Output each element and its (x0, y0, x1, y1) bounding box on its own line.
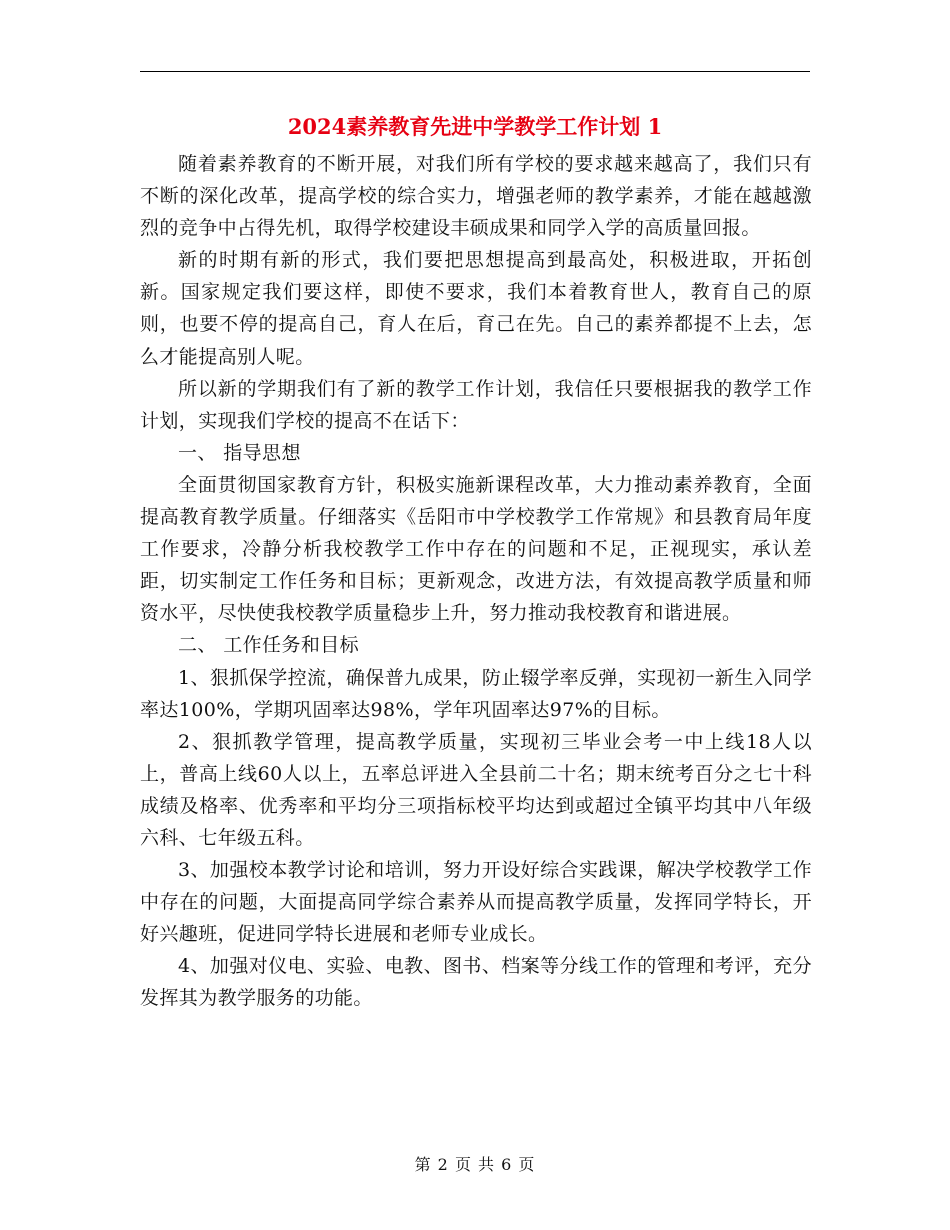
header-rule (140, 71, 810, 72)
list-item-3: 3、加强校本教学讨论和培训，努力开设好综合实践课，解决学校教学工作中存在的问题，大面提高同学综合素养从而提高教学质量，发挥同学特长，开好兴趣班，促进同学特长进展和老师专业成长。 (140, 859, 812, 946)
section-heading-tasks-goals: 二、 工作任务和目标 (178, 634, 360, 657)
paragraph-new-period: 新的时期有新的形式，我们要把思想提高到最高处，积极进取，开拓创新。国家规定我们要这样，即使不要求，我们本着教育世人，教育自己的原则，也要不停的提高自己，育人在后，育己在先。自己的素养都提不上去，怎么才能提高别人呢。 (140, 249, 812, 368)
page-footer (0, 1153, 950, 1177)
document-body (140, 148, 812, 1015)
section-heading-guiding-thought: 一、 指导思想 (178, 441, 301, 464)
paragraph-guiding-thought: 全面贯彻国家教育方针，积极实施新课程改革，大力推动素养教育，全面提高教育教学质量。仔细落实《岳阳市中学校教学工作常规》和县教育局年度工作要求，冷静分析我校教学工作中存在的问题和不足，正视现实，承认差距，切实制定工作任务和目标；更新观念，改进方法，有效提高教学质量和师资水平，尽快使我校教学质量稳步上升，努力推动我校教育和谐进展。 (140, 473, 812, 625)
paragraph-plan-intro: 所以新的学期我们有了新的教学工作计划，我信任只要根据我的教学工作计划，实现我们学校的提高不在话下： (140, 377, 812, 432)
list-item-1: 1、狠抓保学控流，确保普九成果，防止辍学率反弹，实现初一新生入同学率达100%，学期巩固率达98%，学年巩固率达97%的目标。 (140, 666, 812, 721)
paragraph-intro: 随着素养教育的不断开展，对我们所有学校的要求越来越高了，我们只有不断的深化改革，提高学校的综合实力，增强老师的教学素养，才能在越越激烈的竞争中占得先机，取得学校建设丰硕成果和同学入学的高质量回报。 (140, 153, 812, 240)
document-title: 2024素养教育先进中学教学工作计划 1 (287, 114, 663, 139)
list-item-2: 2、狠抓教学管理，提高教学质量，实现初三毕业会考一中上线18人以上，普高上线60人以上，五率总评进入全县前二十名；期末统考百分之七十科成绩及格率、优秀率和平均分三项指标校平均达到或超过全镇平均其中八年级六科、七年级五科。 (140, 730, 812, 849)
page-number: 第 2 页 共 6 页 (414, 1155, 536, 1174)
list-item-4: 4、加强对仪电、实验、电教、图书、档案等分线工作的管理和考评，充分发挥其为教学服务的功能。 (140, 955, 812, 1010)
